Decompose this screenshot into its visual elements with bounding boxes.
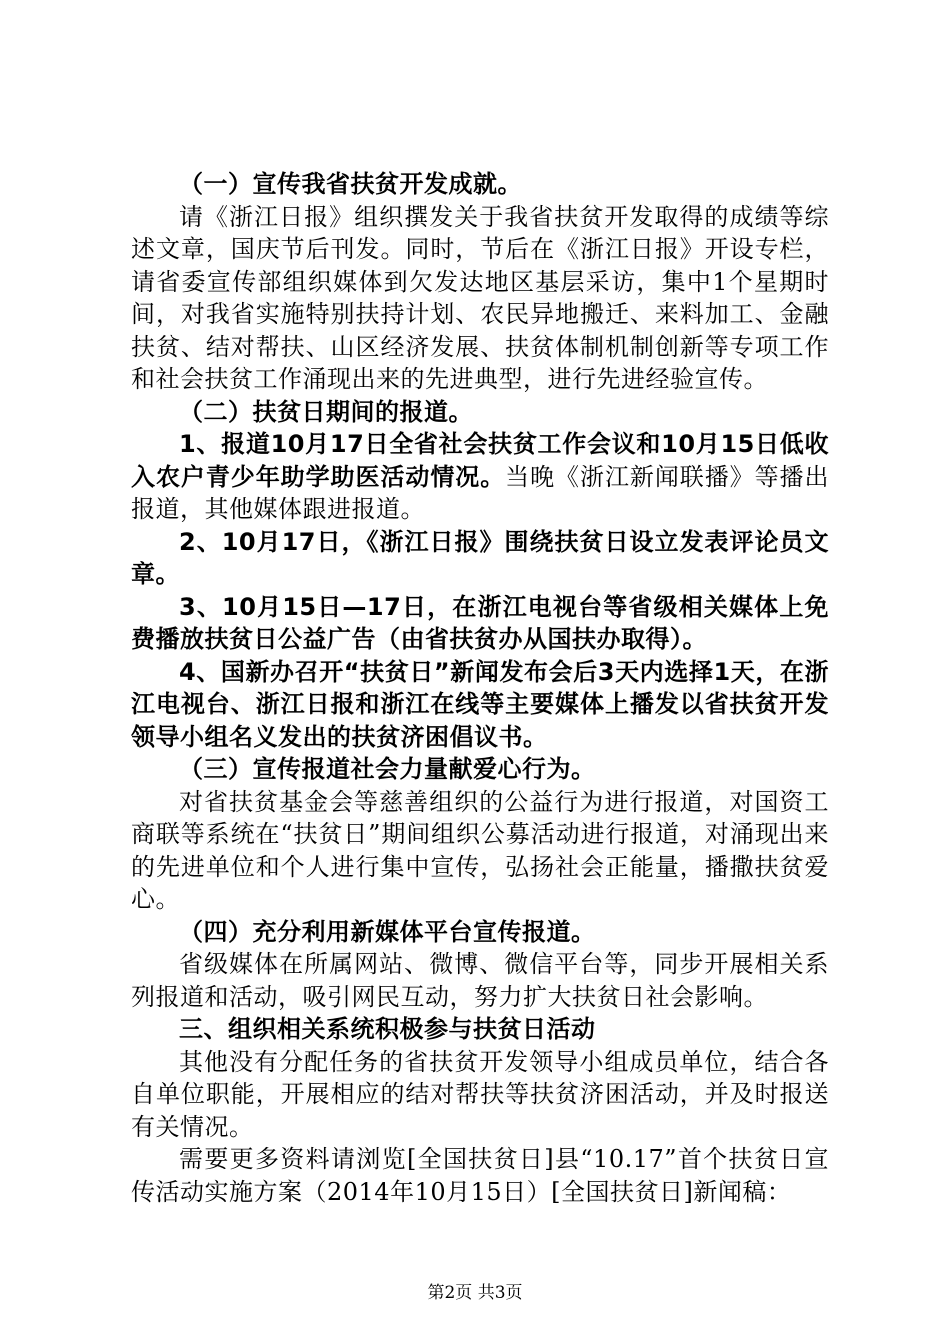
section-heading-4: （四）充分利用新媒体平台宣传报道。: [179, 917, 596, 946]
document-body: [131, 168, 829, 1208]
paragraph: 其他没有分配任务的省扶贫开发领导小组成员单位，结合各自单位职能，开展相应的结对帮扶等扶贫济困活动，并及时报送有关情况。: [131, 1047, 829, 1141]
paragraph: 对省扶贫基金会等慈善组织的公益行为进行报道，对国资工商联等系统在“扶贫日”期间组织公募活动进行报道，对涌现出来的先进单位和个人进行集中宣传，弘扬社会正能量，播撒扶贫爱心。: [131, 787, 829, 913]
list-item-1-tail: 当晚《浙江新闻联播》等播出报道，其他媒体跟进报道。: [131, 462, 830, 523]
section-heading-1: （一）宣传我省扶贫开发成就。: [179, 170, 522, 198]
paragraph: 省级媒体在所属网站、微博、微信平台等，同步开展相关系列报道和活动，吸引网民互动，努力扩大扶贫日社会影响。: [131, 950, 829, 1011]
paragraph: 请《浙江日报》组织撰发关于我省扶贫开发取得的成绩等综述文章，国庆节后刊发。同时，节后在《浙江日报》开设专栏，请省委宣传部组织媒体到欠发达地区基层采访，集中1个星期时间，对我省实施特别扶持计划、农民异地搬迁、来料加工、金融扶贫、结对帮扶、山区经济发展、扶贫体制机制创新等专项工作和社会扶贫工作涌现出来的先进典型，进行先进经验宣传。: [131, 202, 829, 393]
list-item-1-bold: 1、报道10月17日全省社会扶贫工作会议和10月15日低收入农户青少年助学助医活动情况。: [131, 430, 829, 491]
list-item-1: [131, 428, 829, 526]
chapter-heading-3: 三、组织相关系统积极参与扶贫日活动: [179, 1015, 596, 1043]
list-item-4: 4、国新办召开“扶贫日”新闻发布会后3天内选择1天，在浙江电视台、浙江日报和浙江在线等主要媒体上播发以省扶贫开发领导小组名义发出的扶贫济困倡议书。: [131, 657, 829, 751]
section-heading-3: （三）宣传报道社会力量献爱心行为。: [179, 755, 596, 783]
paragraph: 需要更多资料请浏览[全国扶贫日]县“10.17”首个扶贫日宣传活动实施方案（2014年10月15日）[全国扶贫日]新闻稿：: [131, 1145, 829, 1206]
list-item-2: 2、10月17日，《浙江日报》围绕扶贫日设立发表评论员文章。: [131, 527, 829, 588]
section-heading-2: （二）扶贫日期间的报道。: [179, 397, 473, 426]
page-footer: 第2页 共3页: [427, 1283, 523, 1303]
list-item-3: 3、10月15日—17日，在浙江电视台等省级相关媒体上免费播放扶贫日公益广告（由省扶贫办从国扶办取得）。: [131, 592, 829, 653]
